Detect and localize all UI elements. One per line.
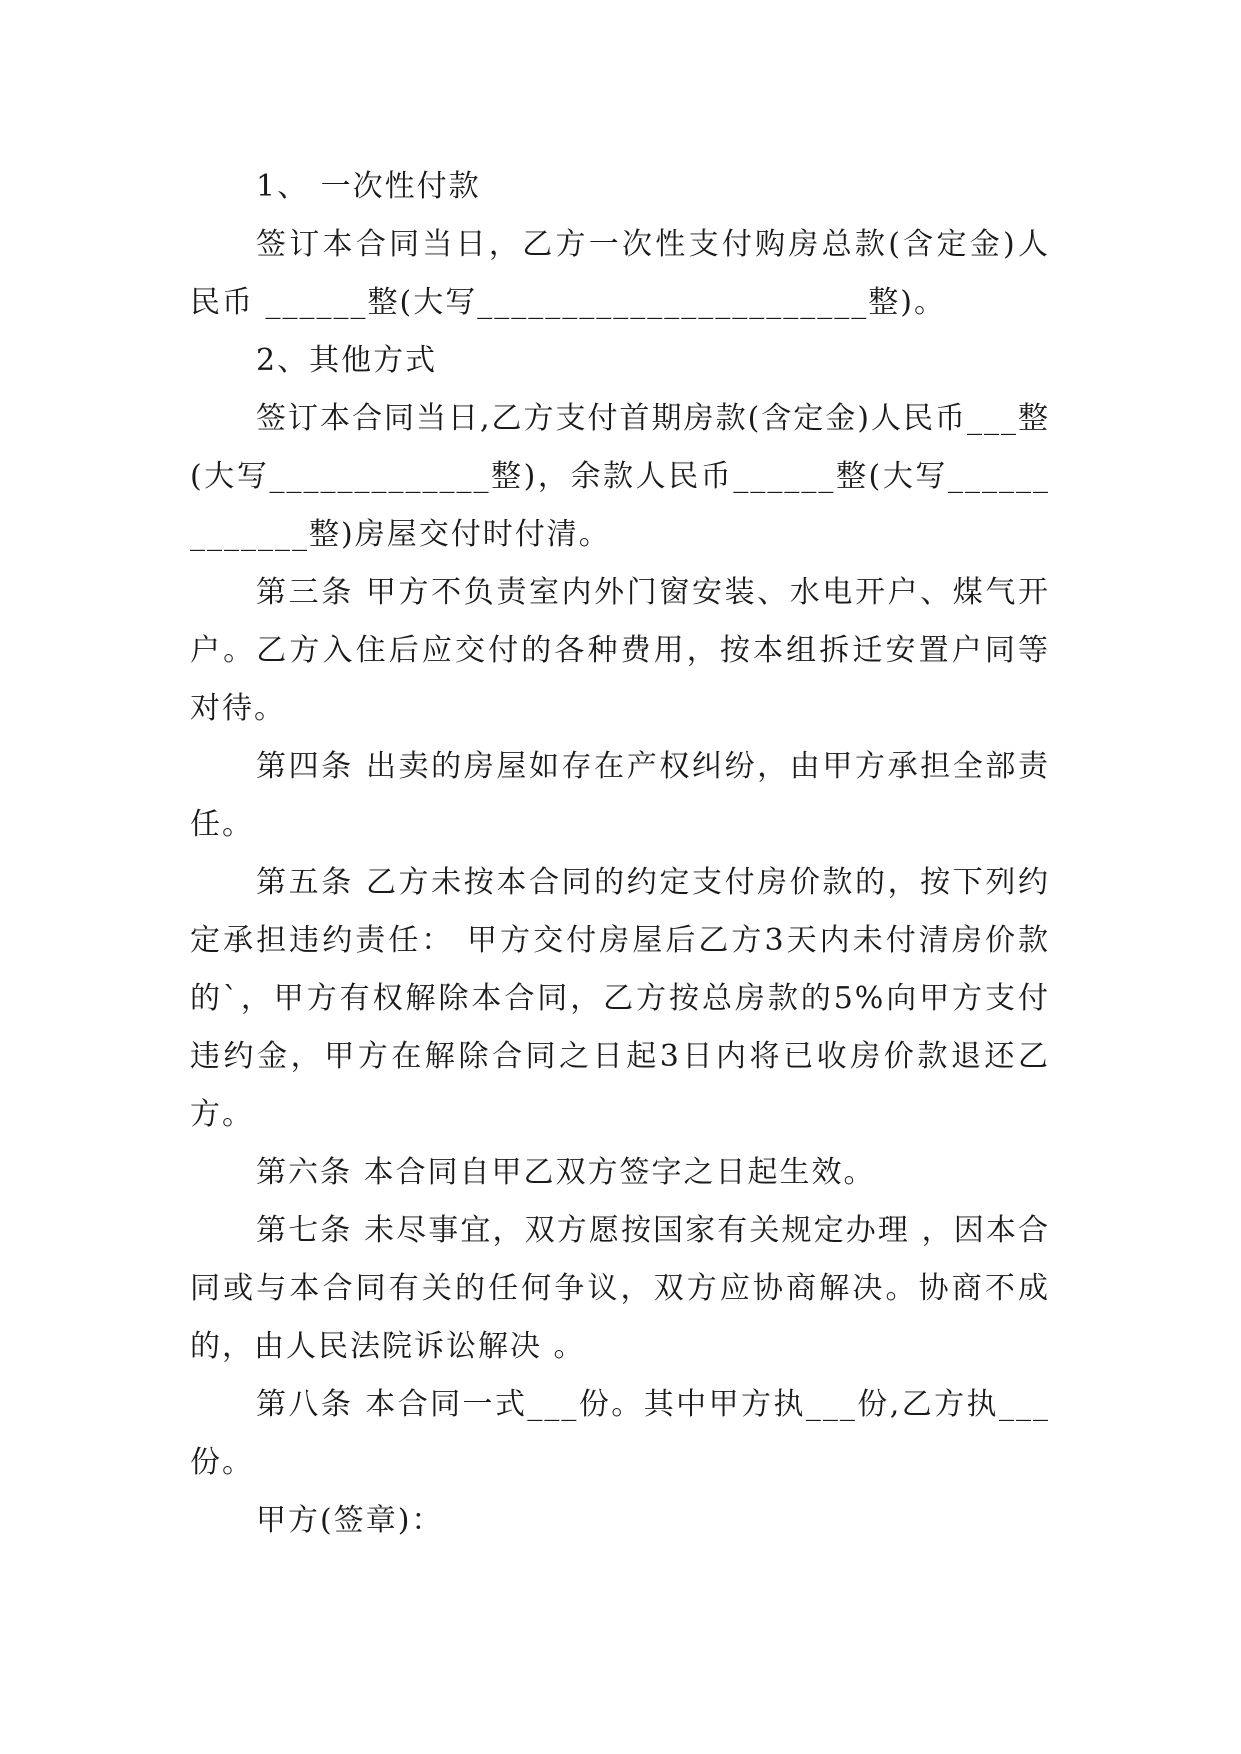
payment-option-1-text: 签订本合同当日，乙方一次性支付购房总款(含定金)人民币 ______整(大写_______________________整)。 — [190, 227, 1050, 320]
article-7: 第七条 未尽事宜，双方愿按国家有关规定办理 ，因本合同或与本合同有关的任何争议，双方应协商解决。协商不成的，由人民法院诉讼解决 。 — [190, 1213, 1050, 1364]
article-8: 第八条 本合同一式___份。其中甲方执___份,乙方执___份。 — [190, 1387, 1050, 1480]
party-a-signature-line: 甲方(签章)： — [256, 1503, 444, 1538]
payment-option-2-text: 签订本合同当日,乙方支付首期房款(含定金)人民币___整(大写_____________整)，余款人民币______整(大写_____________整)房屋交付时付清。 — [190, 401, 1050, 552]
payment-option-1-heading: 1、 一次性付款 — [256, 169, 481, 204]
article-6: 第六条 本合同自甲乙双方签字之日起生效。 — [256, 1155, 876, 1190]
contract-text — [190, 158, 1050, 1550]
article-5: 第五条 乙方未按本合同的约定支付房价款的，按下列约定承担违约责任： 甲方交付房屋后乙方3天内未付清房价款的`，甲方有权解除本合同，乙方按总房款的5%向甲方支付违约金，甲方在解除合同之日起3日内将已收房价款退还乙方。 — [190, 865, 1050, 1132]
payment-option-2-heading: 2、其他方式 — [256, 343, 438, 378]
article-3: 第三条 甲方不负责室内外门窗安装、水电开户、煤气开户。乙方入住后应交付的各种费用，按本组拆迁安置户同等对待。 — [190, 575, 1050, 726]
article-4: 第四条 出卖的房屋如存在产权纠纷，由甲方承担全部责任。 — [190, 749, 1050, 842]
